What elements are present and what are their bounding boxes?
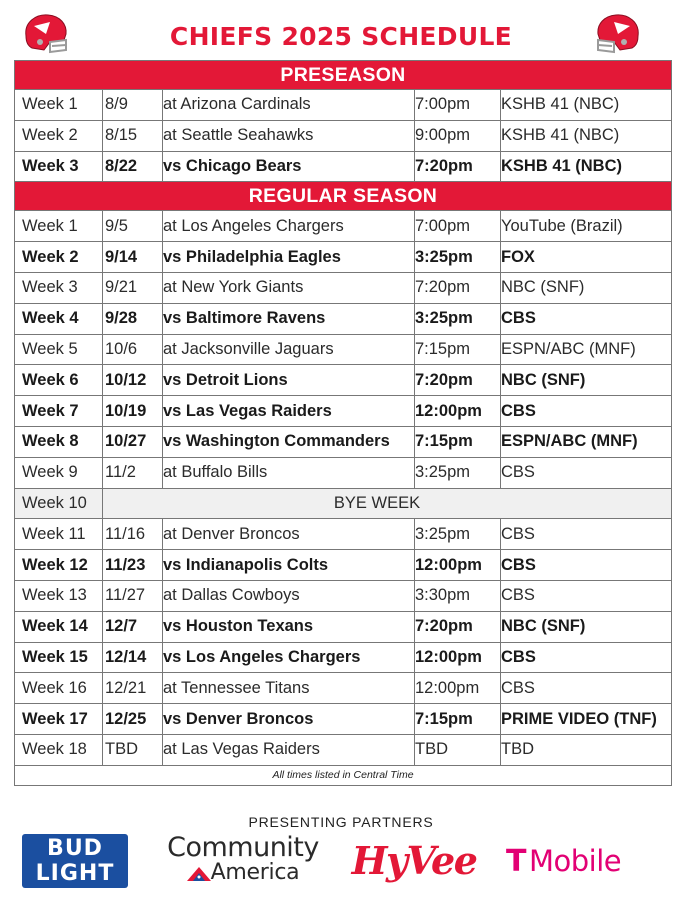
- opponent-cell: vs Denver Broncos: [163, 704, 415, 735]
- table-row: [15, 734, 672, 765]
- time-cell: 7:20pm: [415, 611, 501, 642]
- opponent-cell: at Las Vegas Raiders: [163, 734, 415, 765]
- week-cell: Week 2: [15, 120, 103, 151]
- partners-label: PRESENTING PARTNERS: [248, 814, 434, 830]
- time-cell: 3:25pm: [415, 457, 501, 488]
- bud-light-logo: [22, 834, 128, 888]
- tmobile-logo: [506, 834, 668, 888]
- date-cell: 11/2: [103, 457, 163, 488]
- date-cell: 10/27: [103, 426, 163, 457]
- network-cell: CBS: [501, 396, 672, 427]
- network-cell: CBS: [501, 303, 672, 334]
- table-row: [15, 334, 672, 365]
- hyvee-logo: HyVee: [351, 838, 477, 883]
- week-cell: Week 9: [15, 457, 103, 488]
- network-cell: CBS: [501, 673, 672, 704]
- time-cell: 7:20pm: [415, 151, 501, 182]
- section-label: REGULAR SEASON: [15, 182, 672, 211]
- week-cell: Week 5: [15, 334, 103, 365]
- table-row: [15, 580, 672, 611]
- opponent-cell: at Arizona Cardinals: [163, 90, 415, 121]
- table-row: [15, 211, 672, 242]
- week-cell: Week 17: [15, 704, 103, 735]
- opponent-cell: at Los Angeles Chargers: [163, 211, 415, 242]
- date-cell: 11/27: [103, 580, 163, 611]
- date-cell: 11/16: [103, 519, 163, 550]
- time-cell: 3:25pm: [415, 519, 501, 550]
- date-cell: 10/12: [103, 365, 163, 396]
- week-cell: Week 1: [15, 90, 103, 121]
- date-cell: 12/14: [103, 642, 163, 673]
- table-row: [15, 611, 672, 642]
- date-cell: 9/5: [103, 211, 163, 242]
- week-cell: Week 11: [15, 519, 103, 550]
- date-cell: 11/23: [103, 550, 163, 581]
- time-cell: 7:00pm: [415, 90, 501, 121]
- week-cell: Week 13: [15, 580, 103, 611]
- opponent-cell: vs Houston Texans: [163, 611, 415, 642]
- week-cell: Week 18: [15, 734, 103, 765]
- table-row: [15, 151, 672, 182]
- date-cell: TBD: [103, 734, 163, 765]
- table-row: [15, 303, 672, 334]
- flag-icon: [187, 865, 211, 881]
- time-cell: 3:25pm: [415, 303, 501, 334]
- opponent-cell: at Jacksonville Jaguars: [163, 334, 415, 365]
- week-cell: Week 3: [15, 272, 103, 303]
- time-cell: 7:15pm: [415, 426, 501, 457]
- section-header: [15, 61, 672, 90]
- date-cell: 12/7: [103, 611, 163, 642]
- opponent-cell: at New York Giants: [163, 272, 415, 303]
- page-title: CHIEFS 2025 SCHEDULE: [169, 22, 513, 51]
- table-row: [15, 90, 672, 121]
- table-row: [15, 642, 672, 673]
- network-cell: PRIME VIDEO (TNF): [501, 704, 672, 735]
- date-cell: 12/21: [103, 673, 163, 704]
- time-cell: 9:00pm: [415, 120, 501, 151]
- chiefs-helmet-icon: [594, 12, 644, 54]
- network-cell: KSHB 41 (NBC): [501, 151, 672, 182]
- opponent-cell: at Seattle Seahawks: [163, 120, 415, 151]
- footnote: All times listed in Central Time: [15, 765, 672, 785]
- time-cell: 7:20pm: [415, 272, 501, 303]
- time-cell: 7:15pm: [415, 334, 501, 365]
- table-row: [15, 488, 672, 519]
- week-cell: Week 16: [15, 673, 103, 704]
- bud-light-line1: BUD: [47, 836, 103, 861]
- opponent-cell: vs Detroit Lions: [163, 365, 415, 396]
- date-cell: 8/22: [103, 151, 163, 182]
- week-cell: Week 15: [15, 642, 103, 673]
- network-cell: CBS: [501, 642, 672, 673]
- date-cell: 9/21: [103, 272, 163, 303]
- header: [0, 10, 682, 62]
- network-cell: NBC (SNF): [501, 365, 672, 396]
- date-cell: 8/9: [103, 90, 163, 121]
- network-cell: NBC (SNF): [501, 611, 672, 642]
- tmobile-text: Mobile: [528, 844, 622, 878]
- network-cell: FOX: [501, 242, 672, 273]
- community-america-line2: [162, 862, 324, 884]
- date-cell: 12/25: [103, 704, 163, 735]
- bud-light-line2: LIGHT: [35, 861, 115, 886]
- network-cell: ESPN/ABC (MNF): [501, 426, 672, 457]
- opponent-cell: vs Indianapolis Colts: [163, 550, 415, 581]
- network-cell: CBS: [501, 550, 672, 581]
- table-row: [15, 426, 672, 457]
- week-cell: Week 7: [15, 396, 103, 427]
- opponent-cell: vs Chicago Bears: [163, 151, 415, 182]
- opponent-cell: at Buffalo Bills: [163, 457, 415, 488]
- time-cell: 7:15pm: [415, 704, 501, 735]
- network-cell: CBS: [501, 519, 672, 550]
- week-cell: Week 8: [15, 426, 103, 457]
- week-cell: Week 1: [15, 211, 103, 242]
- opponent-cell: vs Baltimore Ravens: [163, 303, 415, 334]
- network-cell: KSHB 41 (NBC): [501, 90, 672, 121]
- schedule-table: [14, 60, 672, 786]
- time-cell: 12:00pm: [415, 550, 501, 581]
- date-cell: 9/28: [103, 303, 163, 334]
- date-cell: 10/6: [103, 334, 163, 365]
- network-cell: CBS: [501, 580, 672, 611]
- week-cell: Week 12: [15, 550, 103, 581]
- week-cell: Week 3: [15, 151, 103, 182]
- opponent-cell: vs Los Angeles Chargers: [163, 642, 415, 673]
- opponent-cell: at Denver Broncos: [163, 519, 415, 550]
- time-cell: 3:25pm: [415, 242, 501, 273]
- network-cell: TBD: [501, 734, 672, 765]
- network-cell: ESPN/ABC (MNF): [501, 334, 672, 365]
- table-row: [15, 704, 672, 735]
- table-row: [15, 120, 672, 151]
- date-cell: 9/14: [103, 242, 163, 273]
- tmobile-t: T: [506, 844, 526, 879]
- opponent-cell: at Tennessee Titans: [163, 673, 415, 704]
- week-cell: Week 10: [15, 488, 103, 519]
- network-cell: KSHB 41 (NBC): [501, 120, 672, 151]
- table-row: [15, 519, 672, 550]
- date-cell: 10/19: [103, 396, 163, 427]
- network-cell: CBS: [501, 457, 672, 488]
- date-cell: 8/15: [103, 120, 163, 151]
- opponent-cell: vs Philadelphia Eagles: [163, 242, 415, 273]
- table-row: [15, 365, 672, 396]
- opponent-cell: vs Washington Commanders: [163, 426, 415, 457]
- section-label: PRESEASON: [15, 61, 672, 90]
- network-cell: NBC (SNF): [501, 272, 672, 303]
- community-america-logo: [162, 834, 324, 888]
- time-cell: 7:20pm: [415, 365, 501, 396]
- opponent-cell: vs Las Vegas Raiders: [163, 396, 415, 427]
- community-america-line2-text: America: [210, 860, 300, 885]
- week-cell: Week 6: [15, 365, 103, 396]
- section-header: [15, 182, 672, 211]
- time-cell: 12:00pm: [415, 642, 501, 673]
- network-cell: YouTube (Brazil): [501, 211, 672, 242]
- table-row: [15, 272, 672, 303]
- time-cell: TBD: [415, 734, 501, 765]
- community-america-line1: Community: [167, 832, 319, 863]
- time-cell: 12:00pm: [415, 396, 501, 427]
- time-cell: 12:00pm: [415, 673, 501, 704]
- opponent-cell: at Dallas Cowboys: [163, 580, 415, 611]
- week-cell: Week 2: [15, 242, 103, 273]
- time-cell: 7:00pm: [415, 211, 501, 242]
- footnote-row: [15, 765, 672, 785]
- table-row: [15, 396, 672, 427]
- week-cell: Week 14: [15, 611, 103, 642]
- bye-week-cell: BYE WEEK: [103, 488, 672, 519]
- table-row: [15, 457, 672, 488]
- table-row: [15, 242, 672, 273]
- table-row: [15, 673, 672, 704]
- time-cell: 3:30pm: [415, 580, 501, 611]
- week-cell: Week 4: [15, 303, 103, 334]
- table-row: [15, 550, 672, 581]
